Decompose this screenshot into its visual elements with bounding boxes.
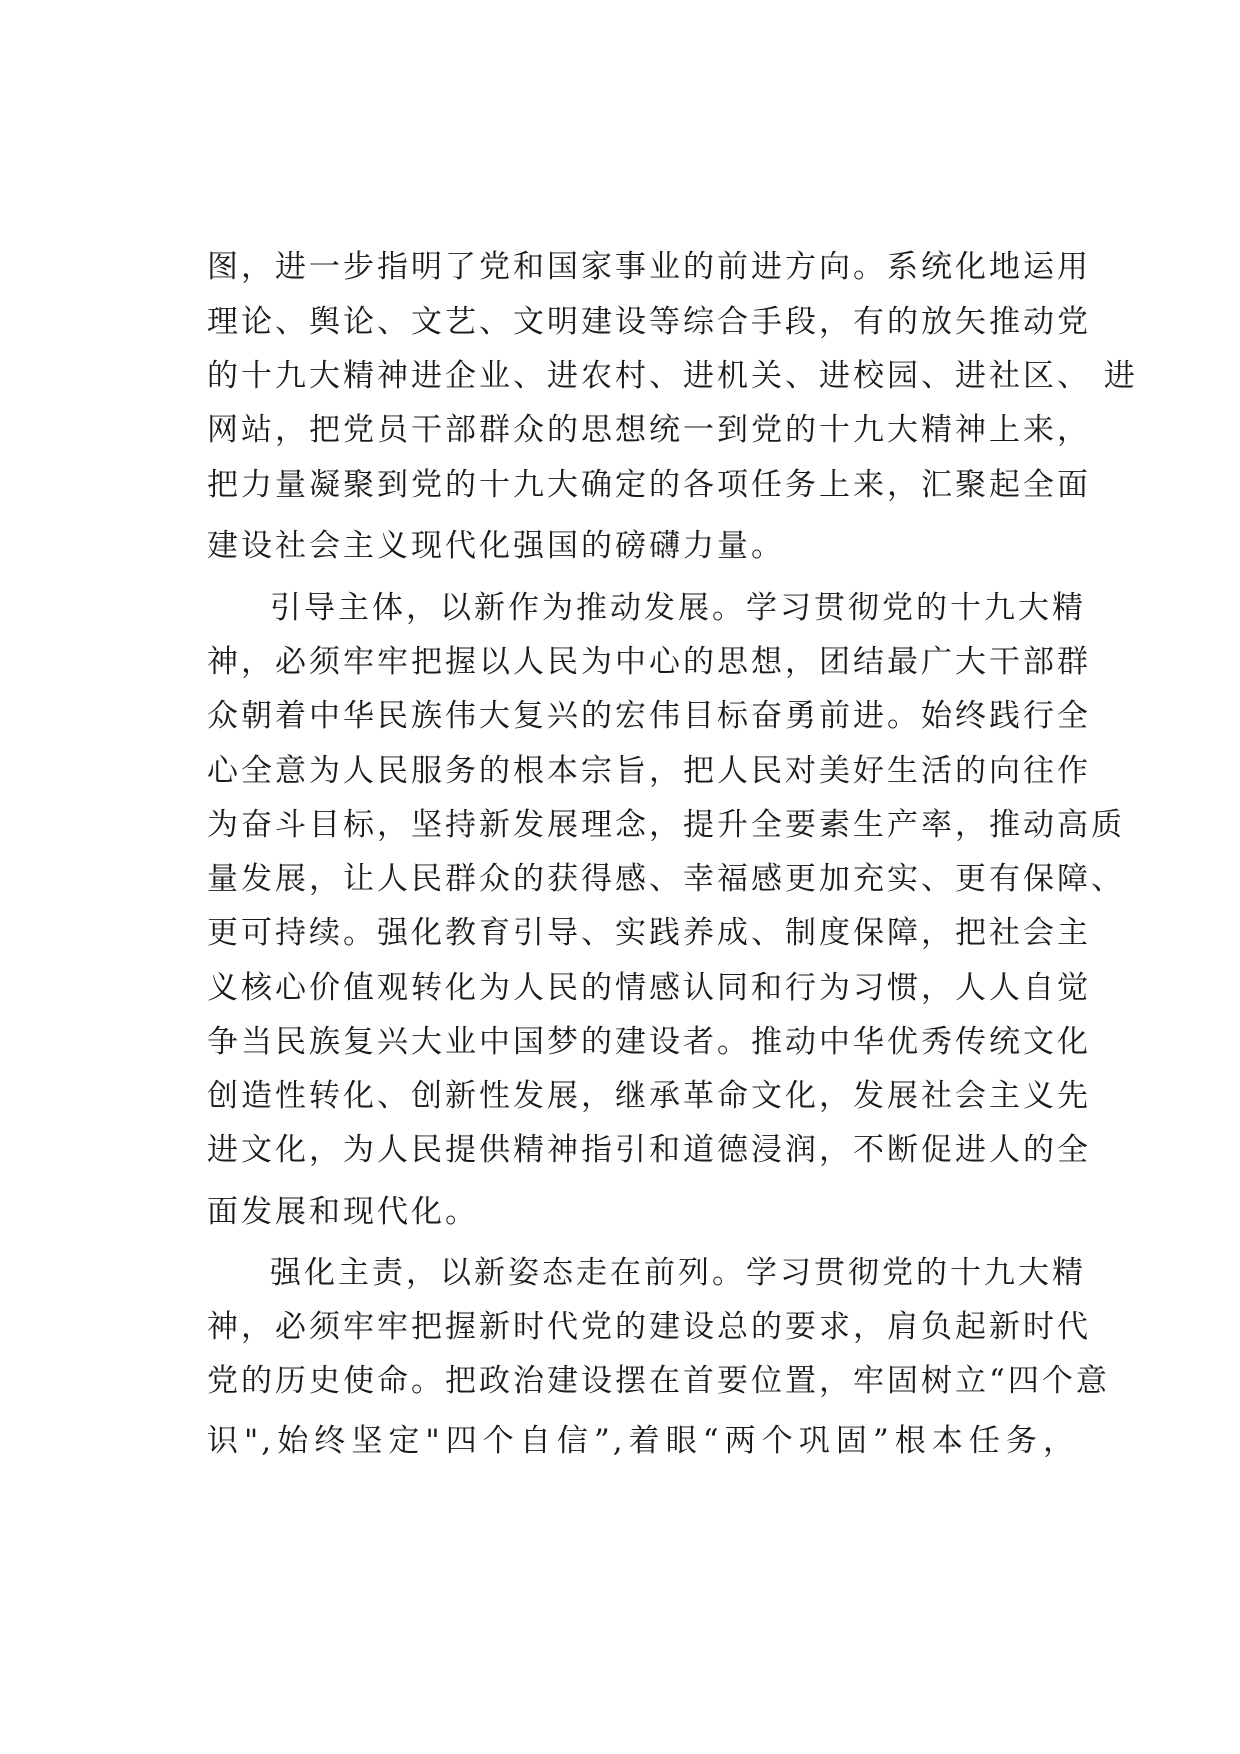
- paragraph-1-line-5: 把力量凝聚到党的十九大确定的各项任务上来，汇聚起全面: [207, 467, 1091, 503]
- paragraph-2-line-11: 进文化，为人民提供精神指引和道德浸润，不断促进人的全: [207, 1132, 1091, 1168]
- paragraph-2-line-2: 神，必须牢牢把握以人民为中心的思想，团结最广大干部群: [207, 644, 1091, 680]
- paragraph-1-line-4: 网站，把党员干部群众的思想统一到党的十九大精神上来，: [207, 412, 1091, 448]
- paragraph-1-line-6: 建设社会主义现代化强国的磅礴力量。: [207, 528, 785, 564]
- paragraph-3-line-2: 神，必须牢牢把握新时代党的建设总的要求，肩负起新时代: [207, 1309, 1091, 1345]
- paragraph-2-line-3: 众朝着中华民族伟大复兴的宏伟目标奋勇前进。始终践行全: [207, 698, 1091, 734]
- paragraph-3-line-4: 识",始终坚定"四个自信”,着眼“两个巩固”根本任务，: [207, 1423, 1077, 1459]
- paragraph-2-line-4: 心全意为人民服务的根本宗旨，把人民对美好生活的向往作: [207, 753, 1091, 789]
- paragraph-1-line-3: 的十九大精神进企业、进农村、进机关、进校园、进社区、 进: [207, 358, 1138, 394]
- paragraph-2-line-12: 面发展和现代化。: [207, 1194, 479, 1230]
- paragraph-2-line-6: 量发展，让人民群众的获得感、幸福感更加充实、更有保障、: [207, 861, 1125, 897]
- paragraph-2-line-8: 义核心价值观转化为人民的情感认同和行为习惯，人人自觉: [207, 970, 1091, 1006]
- paragraph-2-line-5: 为奋斗目标，坚持新发展理念，提升全要素生产率，推动高质: [207, 807, 1125, 843]
- paragraph-2-line-7: 更可持续。强化教育引导、实践养成、制度保障，把社会主: [207, 915, 1091, 951]
- paragraph-3-line-1: 强化主责，以新姿态走在前列。学习贯彻党的十九大精: [270, 1255, 1086, 1291]
- paragraph-2-line-9: 争当民族复兴大业中国梦的建设者。推动中华优秀传统文化: [207, 1024, 1091, 1060]
- paragraph-2-line-10: 创造性转化、创新性发展，继承革命文化，发展社会主义先: [207, 1078, 1091, 1114]
- paragraph-1-line-1: 图，进一步指明了党和国家事业的前进方向。系统化地运用: [207, 249, 1091, 285]
- paragraph-3-line-3: 党的历史使命。把政治建设摆在首要位置，牢固树立“四个意: [207, 1363, 1110, 1399]
- paragraph-2-line-1: 引导主体，以新作为推动发展。学习贯彻党的十九大精: [270, 590, 1086, 626]
- paragraph-1-line-2: 理论、舆论、文艺、文明建设等综合手段，有的放矢推动党: [207, 304, 1091, 340]
